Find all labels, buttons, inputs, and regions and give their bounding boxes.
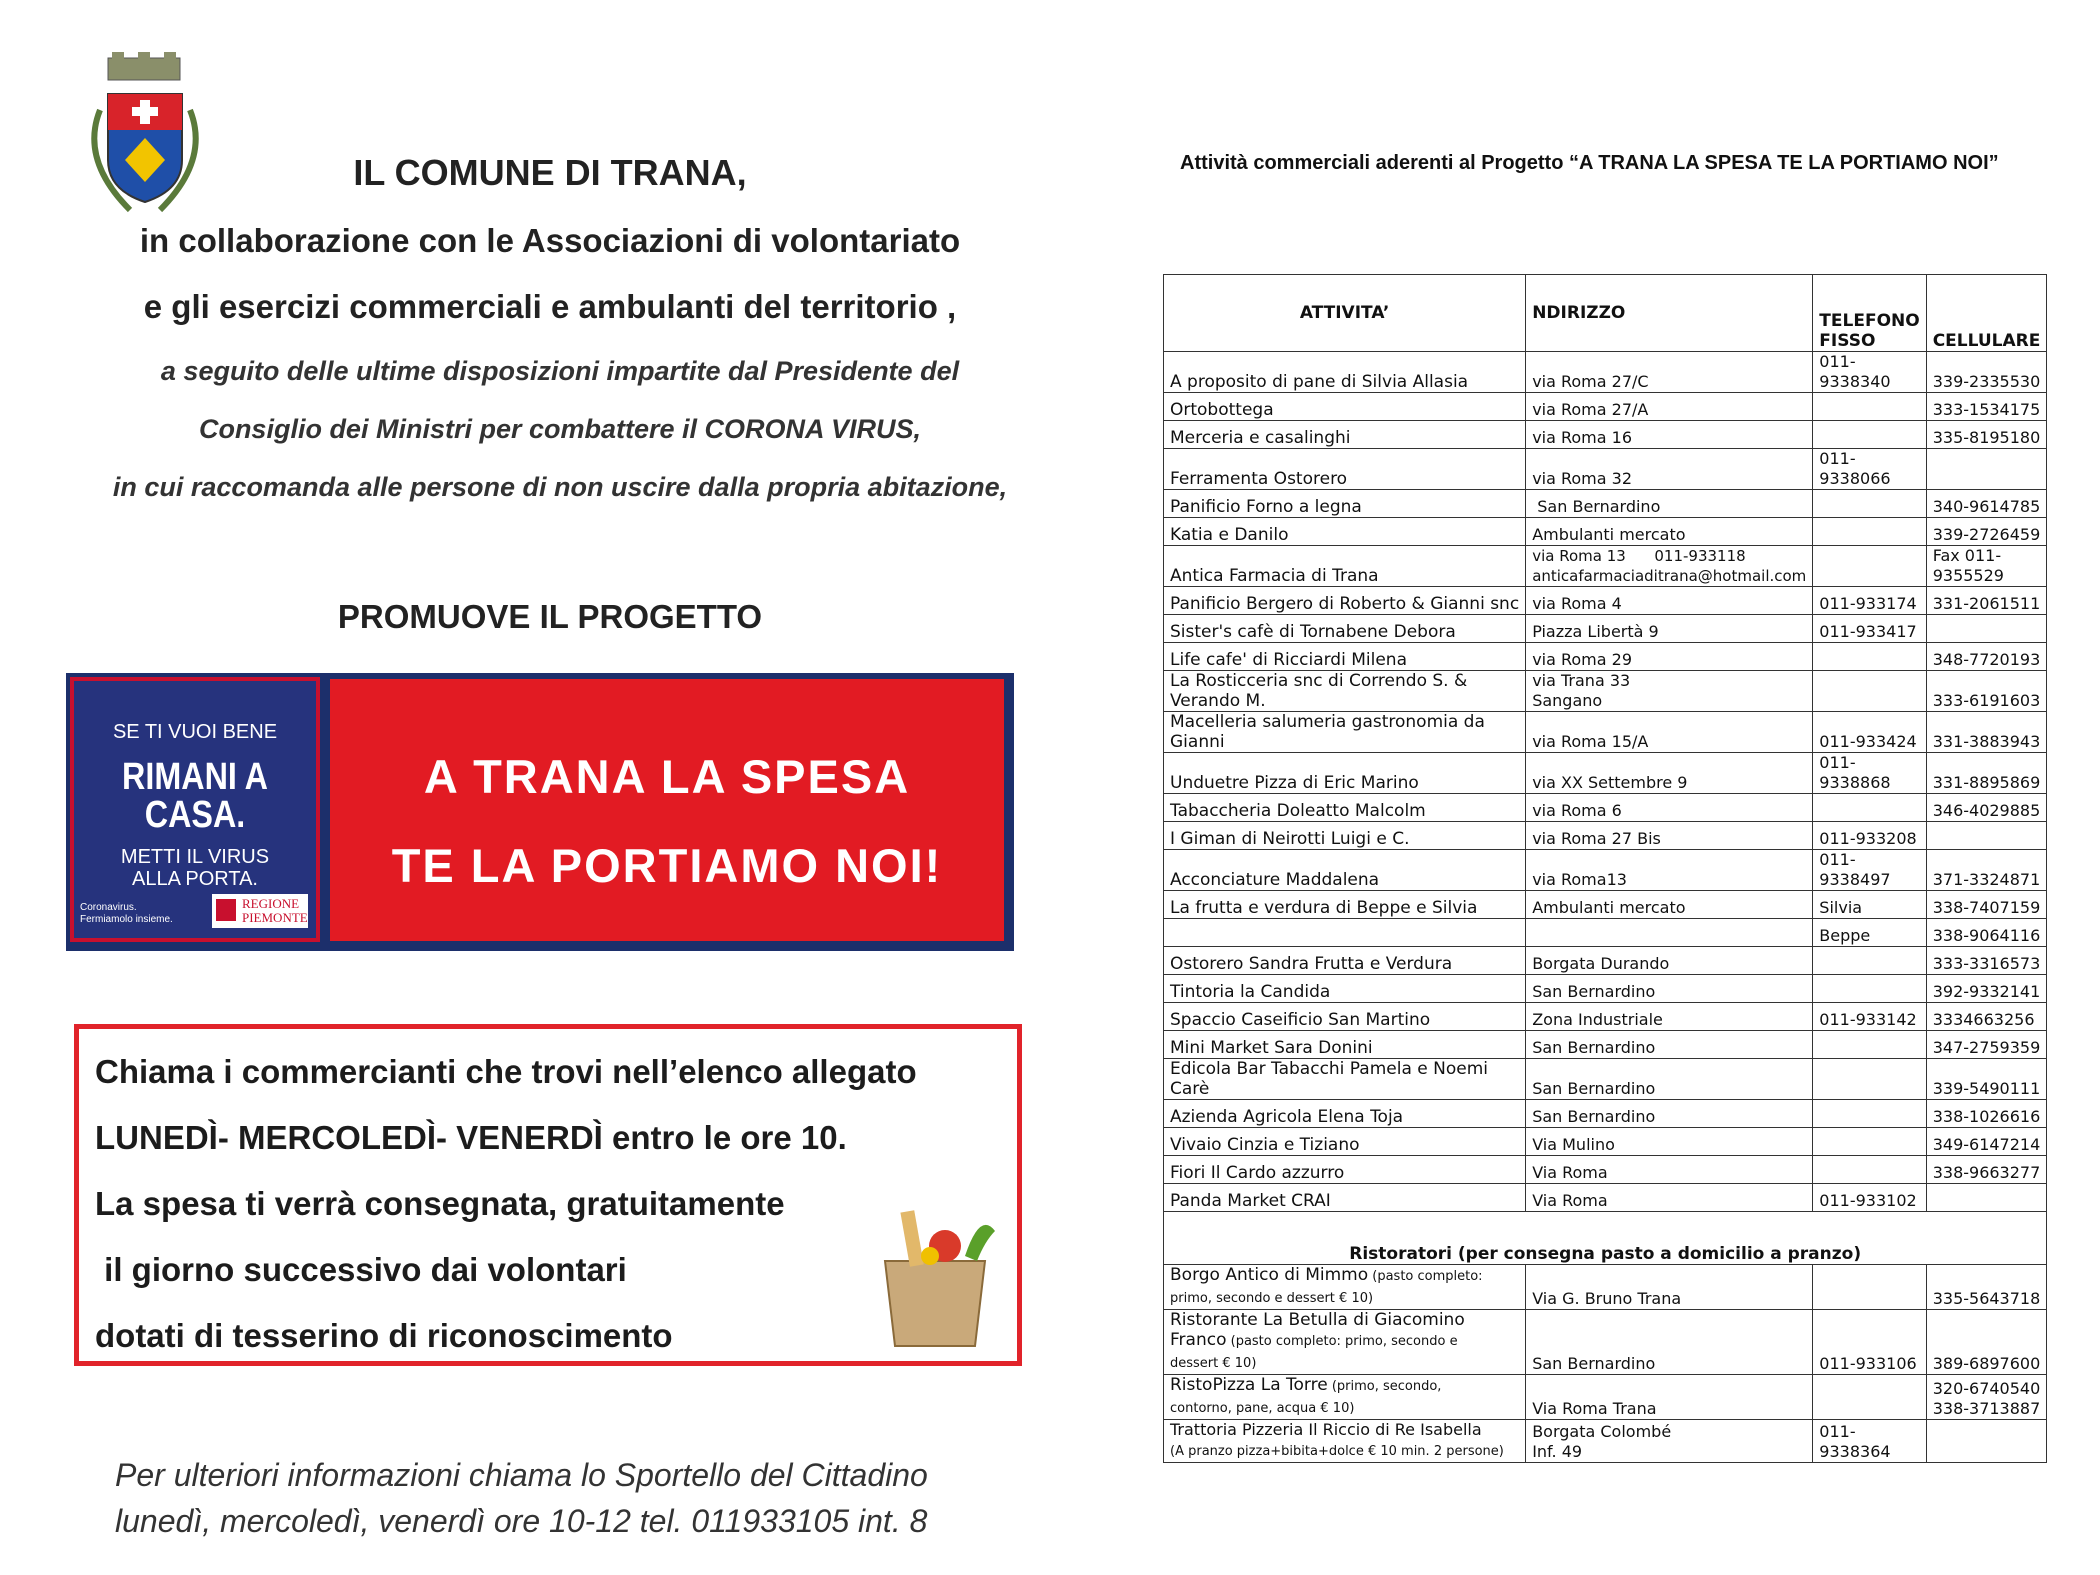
activity-cell xyxy=(1164,919,1526,947)
slogan-line-2: TE LA PORTIAMO NOI! xyxy=(391,839,943,892)
instruction-1: Chiama i commercianti che trovi nell’elenco allegato xyxy=(95,1053,917,1090)
instructions-box xyxy=(74,1024,1022,1366)
address-cell: Zona Industriale xyxy=(1526,1003,1813,1031)
mobile-cell: 333-6191603 xyxy=(1926,671,2047,712)
activity-cell: A proposito di pane di Silvia Allasia xyxy=(1164,352,1526,393)
table-row xyxy=(1164,1184,2047,1212)
address-cell: San Bernardino xyxy=(1526,1100,1813,1128)
table-row xyxy=(1164,712,2047,753)
table-row xyxy=(1164,587,2047,615)
stay-home-top: SE TI VUOI BENE xyxy=(112,721,278,743)
table-row xyxy=(1164,1031,2047,1059)
table-row xyxy=(1164,393,2047,421)
region-cross-icon xyxy=(216,899,236,921)
activity-cell: Antica Farmacia di Trana xyxy=(1164,546,1526,587)
table-row xyxy=(1164,1128,2047,1156)
phone-cell xyxy=(1813,1265,1926,1310)
phone-cell xyxy=(1813,490,1926,518)
table-row xyxy=(1164,1265,2047,1310)
mobile-cell: 339-2726459 xyxy=(1926,518,2047,546)
mobile-cell: 338-9663277 xyxy=(1926,1156,2047,1184)
activity-cell: Spaccio Caseificio San Martino xyxy=(1164,1003,1526,1031)
address-cell: via Trana 33 Sangano xyxy=(1526,671,1813,712)
mobile-cell: 333-1534175 xyxy=(1926,393,2047,421)
phone-cell: 011-9338066 xyxy=(1813,449,1926,490)
address-cell: Via Roma xyxy=(1526,1184,1813,1212)
table-row xyxy=(1164,1003,2047,1031)
project-banner xyxy=(66,673,1014,951)
mobile-cell: 335-8195180 xyxy=(1926,421,2047,449)
table-row xyxy=(1164,1375,2047,1420)
table-row xyxy=(1164,891,2047,919)
address-cell: Borgata Colombé Inf. 49 xyxy=(1526,1420,1813,1463)
mobile-cell: 320-6740540 338-3713887 xyxy=(1926,1375,2047,1420)
col-header-activity: ATTIVITA’ xyxy=(1164,275,1526,352)
grocery-bag-icon xyxy=(865,1201,1005,1351)
mobile-cell: 339-2335530 xyxy=(1926,352,2047,393)
activity-cell: I Giman di Neirotti Luigi e C. xyxy=(1164,822,1526,850)
restaurants-section-heading: Ristoratori (per consegna pasto a domicilio a pranzo) xyxy=(1164,1212,2047,1265)
phone-cell: Silvia xyxy=(1813,891,1926,919)
col-header-address: NDIRIZZO xyxy=(1526,275,1813,352)
address-cell: via Roma 15/A xyxy=(1526,712,1813,753)
address-cell: Via Mulino xyxy=(1526,1128,1813,1156)
poster-line-3: e gli esercizi commerciali e ambulanti del territorio , xyxy=(143,288,957,325)
table-row xyxy=(1164,671,2047,712)
phone-cell: Beppe xyxy=(1813,919,1926,947)
table-row xyxy=(1164,490,2047,518)
mobile-cell: 389-6897600 xyxy=(1926,1310,2047,1375)
mobile-cell: 338-1026616 xyxy=(1926,1100,2047,1128)
table-row xyxy=(1164,421,2047,449)
phone-cell xyxy=(1813,975,1926,1003)
table-row xyxy=(1164,1310,2047,1375)
activity-cell: Tintoria la Candida xyxy=(1164,975,1526,1003)
phone-cell: 011-9338497 xyxy=(1813,850,1926,891)
table-row xyxy=(1164,1100,2047,1128)
activity-cell: Katia e Danilo xyxy=(1164,518,1526,546)
col-header-phone: TELEFONO FISSO xyxy=(1813,275,1926,352)
activity-cell: Azienda Agricola Elena Toja xyxy=(1164,1100,1526,1128)
mobile-cell: 331-3883943 xyxy=(1926,712,2047,753)
phone-cell: 011-933142 xyxy=(1813,1003,1926,1031)
mobile-cell: 371-3324871 xyxy=(1926,850,2047,891)
address-cell: Via Roma Trana xyxy=(1526,1375,1813,1420)
activity-cell: Ristorante La Betulla di Giacomino Franco (pasto completo: primo, secondo e dessert € 10) xyxy=(1164,1310,1526,1375)
instruction-2: LUNEDÌ- MERCOLEDÌ- VENERDÌ entro le ore 10. xyxy=(95,1119,847,1156)
table-row xyxy=(1164,615,2047,643)
activity-cell: Panda Market CRAI xyxy=(1164,1184,1526,1212)
phone-cell: 011-933208 xyxy=(1813,822,1926,850)
phone-cell: 011-9338340 xyxy=(1813,352,1926,393)
table-row xyxy=(1164,753,2047,794)
table-row xyxy=(1164,794,2047,822)
poster-italic-1: a seguito delle ultime disposizioni impartite dal Presidente del xyxy=(160,356,960,386)
col-header-mobile: CELLULARE xyxy=(1926,275,2047,352)
activity-cell: Tabaccheria Doleatto Malcolm xyxy=(1164,794,1526,822)
activity-cell: Ostorero Sandra Frutta e Verdura xyxy=(1164,947,1526,975)
activity-cell: Acconciature Maddalena xyxy=(1164,850,1526,891)
phone-cell: 011-9338364 xyxy=(1813,1420,1926,1463)
phone-cell xyxy=(1813,671,1926,712)
phone-cell xyxy=(1813,1100,1926,1128)
table-row xyxy=(1164,1420,2047,1463)
section-row xyxy=(1164,1212,2047,1265)
phone-cell xyxy=(1813,1031,1926,1059)
slogan-panel xyxy=(330,679,1004,941)
footer-note xyxy=(115,1452,1115,1544)
phone-cell: 011-9338868 xyxy=(1813,753,1926,794)
activity-cell: La frutta e verdura di Beppe e Silvia xyxy=(1164,891,1526,919)
mobile-cell: 349-6147214 xyxy=(1926,1128,2047,1156)
phone-cell: 011-933417 xyxy=(1813,615,1926,643)
mobile-cell: 331-8895869 xyxy=(1926,753,2047,794)
table-row xyxy=(1164,352,2047,393)
activity-cell: RistoPizza La Torre (primo, secondo, contorno, pane, acqua € 10) xyxy=(1164,1375,1526,1420)
activity-cell: Sister's cafè di Tornabene Debora xyxy=(1164,615,1526,643)
table-row xyxy=(1164,975,2047,1003)
activity-cell: Fiori Il Cardo azzurro xyxy=(1164,1156,1526,1184)
mobile-cell: 333-3316573 xyxy=(1926,947,2047,975)
activity-cell: Panificio Forno a legna xyxy=(1164,490,1526,518)
address-cell: via Roma 29 xyxy=(1526,643,1813,671)
stay-home-panel xyxy=(70,677,320,942)
mobile-cell xyxy=(1926,822,2047,850)
phone-cell xyxy=(1813,421,1926,449)
table-row xyxy=(1164,850,2047,891)
table-row xyxy=(1164,643,2047,671)
address-cell: via Roma 32 xyxy=(1526,449,1813,490)
mobile-cell: 338-9064116 xyxy=(1926,919,2047,947)
activity-cell: Vivaio Cinzia e Tiziano xyxy=(1164,1128,1526,1156)
activity-cell: Unduetre Pizza di Eric Marino xyxy=(1164,753,1526,794)
table-row xyxy=(1164,1156,2047,1184)
phone-cell: 011-933102 xyxy=(1813,1184,1926,1212)
address-cell: via Roma 27/C xyxy=(1526,352,1813,393)
mobile-cell: 335-5643718 xyxy=(1926,1265,2047,1310)
table-row xyxy=(1164,449,2047,490)
table-row xyxy=(1164,919,2047,947)
address-cell: via Roma13 xyxy=(1526,850,1813,891)
address-cell: Piazza Libertà 9 xyxy=(1526,615,1813,643)
activity-cell: Macelleria salumeria gastronomia da Gianni xyxy=(1164,712,1526,753)
instruction-3: La spesa ti verrà consegnata, gratuitamente xyxy=(95,1185,785,1222)
activity-cell: Borgo Antico di Mimmo (pasto completo: primo, secondo e dessert € 10) xyxy=(1164,1265,1526,1310)
mobile-cell: 347-2759359 xyxy=(1926,1031,2047,1059)
mobile-cell xyxy=(1926,449,2047,490)
poster-line-2: in collaborazione con le Associazioni di volontariato xyxy=(139,222,961,259)
address-cell: Via G. Bruno Trana xyxy=(1526,1265,1813,1310)
promotes-heading: PROMUOVE IL PROGETTO xyxy=(337,598,763,635)
address-cell: Ambulanti mercato xyxy=(1526,518,1813,546)
address-cell: via Roma 16 xyxy=(1526,421,1813,449)
mobile-cell: 331-2061511 xyxy=(1926,587,2047,615)
phone-cell: 011-933174 xyxy=(1813,587,1926,615)
poster-italic-3: in cui raccomanda alle persone di non uscire dalla propria abitazione, xyxy=(112,472,1008,502)
mobile-cell: 340-9614785 xyxy=(1926,490,2047,518)
mobile-cell: 346-4029885 xyxy=(1926,794,2047,822)
instruction-4: il giorno successivo dai volontari xyxy=(95,1251,627,1288)
slogan-line-1: A TRANA LA SPESA xyxy=(423,750,911,803)
address-cell: Borgata Durando xyxy=(1526,947,1813,975)
address-cell: San Bernardino xyxy=(1526,490,1813,518)
address-cell xyxy=(1526,919,1813,947)
mobile-cell: 348-7720193 xyxy=(1926,643,2047,671)
activity-cell: Merceria e casalinghi xyxy=(1164,421,1526,449)
phone-cell xyxy=(1813,794,1926,822)
activity-cell: La Rosticceria snc di Correndo S. & Verando M. xyxy=(1164,671,1526,712)
address-cell: San Bernardino xyxy=(1526,1310,1813,1375)
phone-cell: 011-933106 xyxy=(1813,1310,1926,1375)
table-header-row xyxy=(1164,275,2047,352)
mobile-cell: Fax 011- 9355529 xyxy=(1926,546,2047,587)
activity-cell: Ferramenta Ostorero xyxy=(1164,449,1526,490)
shops-table xyxy=(1163,274,2047,1463)
phone-cell xyxy=(1813,1059,1926,1100)
address-cell: Ambulanti mercato xyxy=(1526,891,1813,919)
address-cell: via Roma 27/A xyxy=(1526,393,1813,421)
address-cell: via Roma 6 xyxy=(1526,794,1813,822)
poster-title: IL COMUNE DI TRANA, xyxy=(353,152,747,193)
phone-cell xyxy=(1813,1156,1926,1184)
address-cell: San Bernardino xyxy=(1526,1059,1813,1100)
mobile-cell: 392-9332141 xyxy=(1926,975,2047,1003)
stay-home-big: RIMANI A CASA. xyxy=(122,756,268,836)
activity-cell: Edicola Bar Tabacchi Pamela e Noemi Carè xyxy=(1164,1059,1526,1100)
instruction-5: dotati di tesserino di riconoscimento xyxy=(95,1317,673,1354)
mobile-cell xyxy=(1926,1420,2047,1463)
activity-cell: Trattoria Pizzeria Il Riccio di Re Isabella (A pranzo pizza+bibita+dolce € 10 min. 2 persone) xyxy=(1164,1420,1526,1463)
region-logo: REGIONE PIEMONTE xyxy=(212,894,308,928)
poster-italic-2: Consiglio dei Ministri per combattere il CORONA VIRUS, xyxy=(198,414,922,444)
table-row xyxy=(1164,822,2047,850)
footer-line-2: lunedì, mercoledì, venerdì ore 10-12 tel. 011933105 int. 8 xyxy=(115,1503,928,1539)
mobile-cell xyxy=(1926,615,2047,643)
phone-cell xyxy=(1813,947,1926,975)
table-row xyxy=(1164,546,2047,587)
phone-cell: 011-933424 xyxy=(1813,712,1926,753)
address-cell: San Bernardino xyxy=(1526,975,1813,1003)
phone-cell xyxy=(1813,1375,1926,1420)
footer-line-1: Per ulteriori informazioni chiama lo Sportello del Cittadino xyxy=(115,1457,928,1493)
address-cell: via Roma 13 011-933118 anticafarmaciaditrana@hotmail.com xyxy=(1526,546,1813,587)
address-cell: via Roma 4 xyxy=(1526,587,1813,615)
activity-cell: Life cafe' di Ricciardi Milena xyxy=(1164,643,1526,671)
activity-cell: Panificio Bergero di Roberto & Gianni snc xyxy=(1164,587,1526,615)
table-row xyxy=(1164,947,2047,975)
phone-cell xyxy=(1813,546,1926,587)
phone-cell xyxy=(1813,1128,1926,1156)
phone-cell xyxy=(1813,643,1926,671)
table-row xyxy=(1164,518,2047,546)
stay-home-mid: METTI IL VIRUS ALLA PORTA. xyxy=(120,846,270,890)
municipal-crest-icon xyxy=(70,50,220,220)
stay-home-small: Coronavirus. Fermiamolo insieme. xyxy=(80,902,173,925)
activity-cell: Ortobottega xyxy=(1164,393,1526,421)
activity-cell: Mini Market Sara Donini xyxy=(1164,1031,1526,1059)
address-cell: via XX Settembre 9 xyxy=(1526,753,1813,794)
address-cell: via Roma 27 Bis xyxy=(1526,822,1813,850)
mobile-cell xyxy=(1926,1184,2047,1212)
mobile-cell: 3334663256 xyxy=(1926,1003,2047,1031)
mobile-cell: 339-5490111 xyxy=(1926,1059,2047,1100)
table-row xyxy=(1164,1059,2047,1100)
phone-cell xyxy=(1813,518,1926,546)
phone-cell xyxy=(1813,393,1926,421)
address-cell: San Bernardino xyxy=(1526,1031,1813,1059)
list-title: Attività commerciali aderenti al Progetto “A TRANA LA SPESA TE LA PORTIAMO NOI” xyxy=(1180,152,1999,174)
mobile-cell: 338-7407159 xyxy=(1926,891,2047,919)
address-cell: Via Roma xyxy=(1526,1156,1813,1184)
